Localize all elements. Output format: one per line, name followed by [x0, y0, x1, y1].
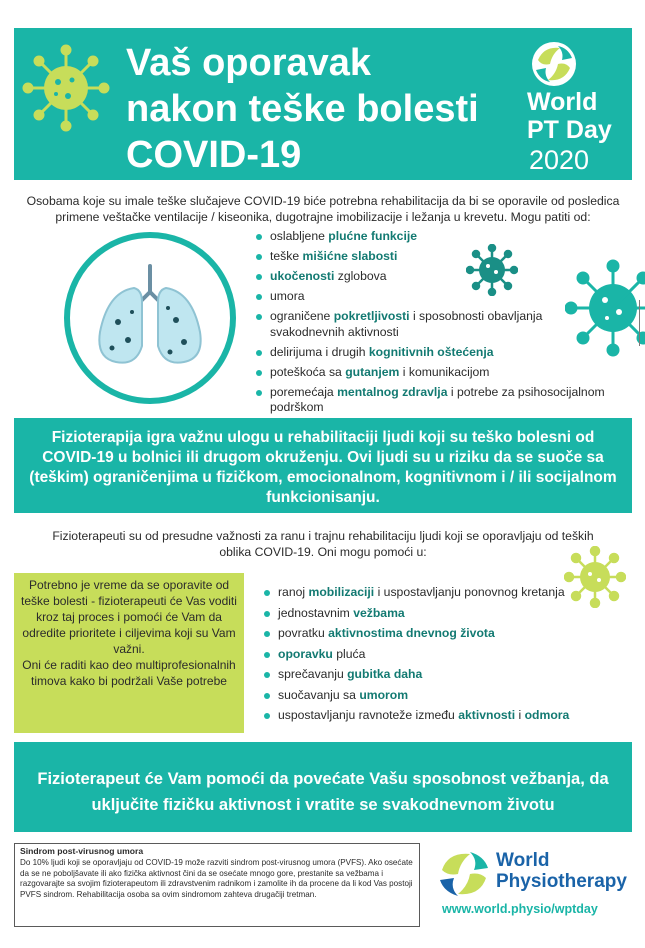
list-item: ranoj mobilizaciji i uspostavljanju ponovnog kretanja: [262, 585, 588, 601]
list-item: poremećaja mentalnog zdravlja i potrebe za psihosocijalnom podrškom: [254, 385, 620, 416]
intro-paragraph: Osobama koje su imale teške slučajeve COVID-19 biće potrebna rehabilitacija da bi se oporavile od posledica primene veštačke ventilacije / kiseonika, dugotrajne imobilizacije i ležanja u krevetu. Mogu patiti od:: [26, 194, 620, 224]
title-line-1: Vaš oporavak: [126, 42, 372, 84]
list-item: oslabljene plućne funkcije: [254, 229, 614, 245]
brand-pt-day: PT Day: [527, 116, 612, 144]
edge-divider: [635, 300, 640, 346]
list-item: poteškoća sa gutanjem i komunikacijom: [254, 365, 614, 381]
brand-year: 2020: [529, 145, 590, 175]
list-item: sprečavanju gubitka daha: [262, 667, 562, 683]
list-item: suočavanju sa umorom: [262, 688, 562, 704]
recovery-note-text: [18, 577, 240, 689]
list-item: umora: [254, 289, 614, 305]
org-name-line-1: World: [496, 850, 550, 871]
list-item: oporavku pluća: [262, 647, 562, 663]
world-physiotherapy-logo-icon: [436, 846, 492, 902]
exercise-banner-text: Fizioterapeut će Vam pomoći da povećate Vašu sposobnost vežbanja, da uključite fizičku aktivnost i vratite se svakodnevnom životu: [37, 770, 609, 814]
list-item: ukočenosti zglobova: [254, 269, 614, 285]
brand-world: World: [527, 88, 598, 116]
list-item: ograničene pokretljivosti i sposobnosti obavljanja svakodnevnih aktivnosti: [254, 309, 570, 340]
physio-role-text: Fizioterapija igra važnu ulogu u rehabilitaciji ljudi koji su teško bolesni od COVID-19 u bolnici ili drugom okruženju. Ovi ljudi su u riziku da se suoče sa (teškim) ograničenjima u fizičkom, emocionalnom, kognitivnom i / ili socijalnom funkcionisanju.: [29, 429, 617, 506]
recovery-note-p1: Potrebno je vreme da se oporavite od teške bolesti - fizioterapeuti će Vas voditi kroz taj proces i pomoći će Vam da odredite prioritete i ciljevima koji su Vam važni.: [21, 578, 237, 656]
virus-icon-teal-small: [466, 244, 518, 296]
list-item: uspostavljanju ravnoteže između aktivnosti i odmora: [262, 708, 598, 724]
virus-icon-lime: [22, 44, 110, 132]
lungs-icon: [88, 262, 212, 374]
help-list: [262, 585, 570, 728]
list-item: delirijuma i drugih kognitivnih oštećenja: [254, 345, 614, 361]
symptoms-list: [254, 229, 614, 420]
title-line-2: nakon teške bolesti: [126, 88, 479, 130]
virus-icon-lime-small: [564, 546, 626, 608]
recovery-note-p2: Oni će raditi kao deo multiprofesionalnih timova kako bi podržali Vaše potrebe: [22, 658, 236, 688]
org-name-line-2: Physiotherapy: [496, 871, 627, 892]
pvfs-title: Sindrom post-virusnog umora: [20, 846, 144, 856]
page-title: [126, 40, 516, 178]
list-item: teške mišićne slabosti: [254, 249, 614, 265]
physio-help-intro: Fizioterapeuti su od presudne važnosti za ranu i trajnu rehabilitaciju ljudi koji se oporavljaju od teških oblika COVID-19. Oni mogu pomoći u:: [52, 529, 594, 559]
virus-icon-teal-large: [565, 252, 645, 362]
website-link[interactable]: www.world.physio/wptday: [442, 902, 598, 916]
list-item: povratku aktivnostima dnevnog života: [262, 626, 562, 642]
list-item: jednostavnim vežbama: [262, 606, 562, 622]
pvfs-body: Do 10% ljudi koji se oporavljaju od COVID-19 može razviti sindrom post-virusnog umora (PVFS). Ako osećate da se ne poboljšavate ili ako fizička aktivnost čini da se osećate mnogo gore, prestanite sa vežbama i razgovarajte sa svojim fizioterapeutom ili zdravstvenim radnikom i zamolite ih da procene da li kod Vas postoji PVFS sindrom. Rehabilitacija osoba sa ovim sindromom zahteva drugačiji tretman.: [20, 858, 413, 899]
world-pt-day-logo-icon: [530, 40, 578, 88]
title-line-3: COVID-19: [126, 134, 302, 176]
